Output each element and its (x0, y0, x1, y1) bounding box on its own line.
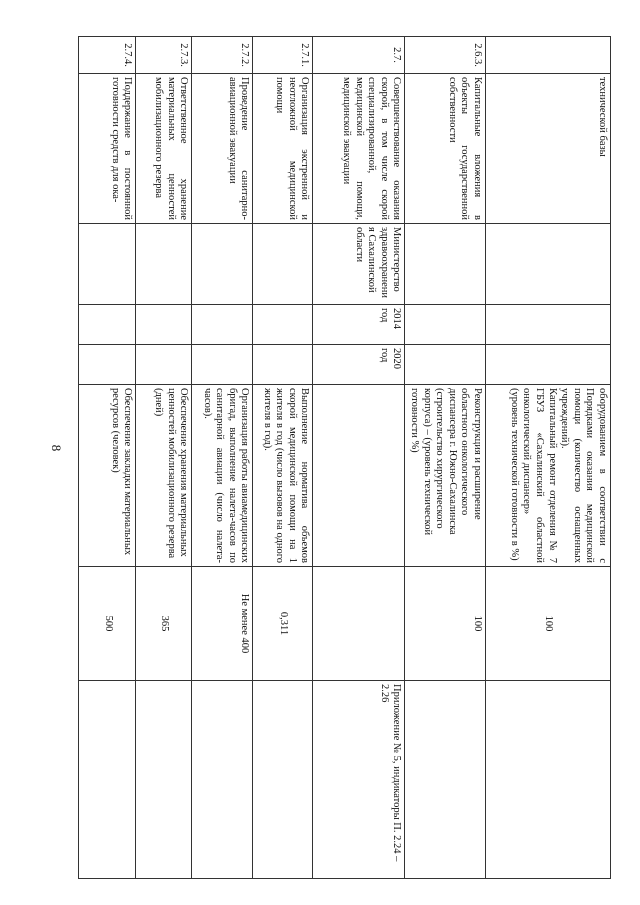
executor: Министерство здравоохранения Сахалинской области (313, 224, 405, 305)
row-number: 2.7.4. (79, 37, 136, 74)
relation (136, 681, 192, 879)
end-year (486, 345, 611, 385)
event-name: Поддержание в постоянной готовности средств для ока- (79, 74, 136, 224)
program-table (78, 36, 611, 879)
end-year (79, 345, 136, 385)
row-number: 2.7.1. (253, 37, 313, 74)
executor (192, 224, 253, 305)
relation (405, 681, 486, 879)
row-number: 2.7.3. (136, 37, 192, 74)
relation: Приложение № 5, индикаторы П. 2.24 – 2.26 (313, 681, 405, 879)
start-year (79, 305, 136, 345)
relation (79, 681, 136, 879)
event-name: Капитальные вложения в объекты государственной собственности (405, 74, 486, 224)
indicator-value: 100 (486, 567, 611, 681)
relation (192, 681, 253, 879)
indicator: Обеспечение хранения материальных ценностей мобилизационного резерва (дней) (136, 385, 192, 567)
relation (486, 681, 611, 879)
indicator-value: 500 (79, 567, 136, 681)
start-year (405, 305, 486, 345)
indicator-value: Не менее 400 (192, 567, 253, 681)
table-row (313, 37, 405, 879)
indicator-value: 0,311 (253, 567, 313, 681)
start-year (192, 305, 253, 345)
start-year: 2014 год (313, 305, 405, 345)
table-row (253, 37, 313, 879)
row-number: 2.6.3. (405, 37, 486, 74)
event-name: Проведение санитарно-авиационной эвакуации (192, 74, 253, 224)
indicator: Обеспечение закладки материальных ресурсов (человек) (79, 385, 136, 567)
table-row (79, 37, 136, 879)
event-name: технической базы (486, 74, 611, 224)
indicator-value: 365 (136, 567, 192, 681)
start-year (136, 305, 192, 345)
indicator: Реконструкция и расширение областного онкологического диспансера г. Южно-Сахалинска (строительство хирургического корпуса) – (уровень технической готовности %) (405, 385, 486, 567)
row-number: 2.7. (313, 37, 405, 74)
executor (136, 224, 192, 305)
executor (405, 224, 486, 305)
end-year (192, 345, 253, 385)
indicator: Организация работы авиамедицинских бригад, выполнение налета-часов по санитарной авиации (число налета-часов). (192, 385, 253, 567)
end-year (405, 345, 486, 385)
indicator-value (313, 567, 405, 681)
indicator-value: 100 (405, 567, 486, 681)
executor (79, 224, 136, 305)
start-year (253, 305, 313, 345)
end-year (136, 345, 192, 385)
start-year (486, 305, 611, 345)
executor (486, 224, 611, 305)
relation (253, 681, 313, 879)
end-year (253, 345, 313, 385)
indicator: Выполнение норматива объемов скорой медицинской помощи на 1 жителя в год (число вызовов на одного жителя в год). (253, 385, 313, 567)
event-name: Организация экстренной и неотложной медицинской помощи (253, 74, 313, 224)
end-year: 2020 год (313, 345, 405, 385)
indicator: оборудованием в соответствии с Порядками оказания медицинской помощи (количество оснащенных учреждений). Капитальный ремонт отделения № 7 ГБУЗ «Сахалинский областной онкологический диспансер» (уровень технической готовности в %) (486, 385, 611, 567)
executor (253, 224, 313, 305)
table-row (136, 37, 192, 879)
page-number: 8 (49, 444, 64, 452)
table-row (486, 37, 611, 879)
indicator (313, 385, 405, 567)
table-row (192, 37, 253, 879)
event-name: Ответственное хранение материальных ценностей мобилизационного резерва (136, 74, 192, 224)
table-row (405, 37, 486, 879)
row-number (486, 37, 611, 74)
row-number: 2.7.2. (192, 37, 253, 74)
rotated-page (104, 36, 611, 878)
event-name: Совершенствование оказания скорой, в том числе скорой специализированной, медицинской помощи, медицинской эвакуации (313, 74, 405, 224)
